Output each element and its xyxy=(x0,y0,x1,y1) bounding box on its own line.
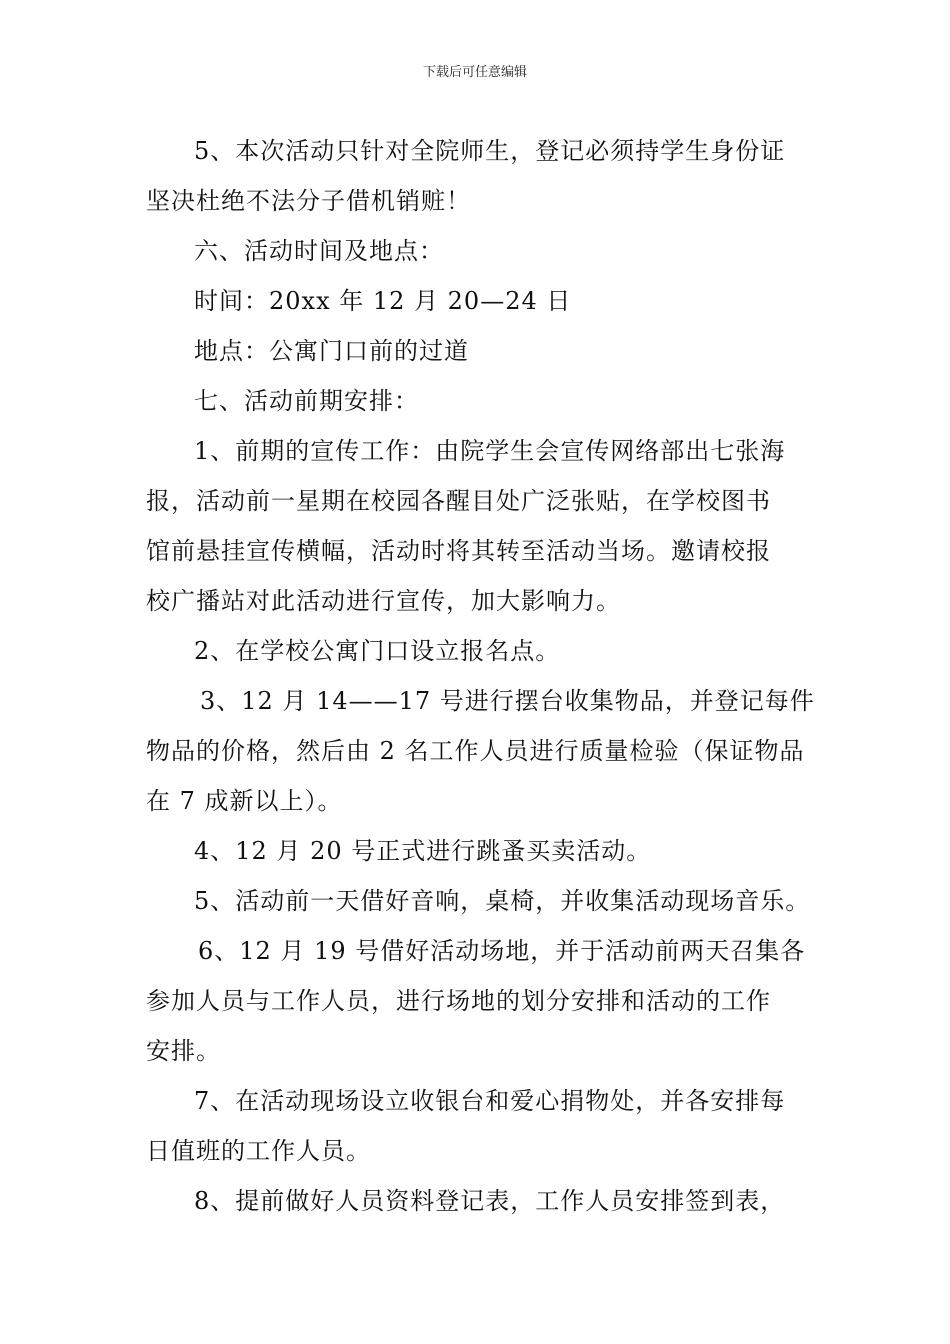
paragraph-line: 5、本次活动只针对全院师生，登记必须持学生身份证 xyxy=(194,137,786,165)
paragraph-line: 日值班的工作人员。 xyxy=(146,1137,371,1165)
paragraph-line: 5、活动前一天借好音响，桌椅，并收集活动现场音乐。 xyxy=(194,887,811,915)
paragraph-line: 在 7 成新以上）。 xyxy=(146,787,343,815)
paragraph-line: 4、12 月 20 号正式进行跳蚤买卖活动。 xyxy=(194,837,652,865)
page-header: 下载后可任意编辑 xyxy=(422,65,527,80)
paragraph-line: 3、12 月 14——17 号进行摆台收集物品，并登记每件 xyxy=(200,687,815,715)
paragraph-line: 报，活动前一星期在校园各醒目处广泛张贴，在学校图书 xyxy=(146,487,771,515)
paragraph-line: 安排。 xyxy=(146,1037,221,1065)
paragraph-line: 8、提前做好人员资料登记表，工作人员安排签到表， xyxy=(194,1187,786,1215)
paragraph-line: 7、在活动现场设立收银台和爱心捐物处，并各安排每 xyxy=(194,1087,786,1115)
paragraph-line: 时间：20xx 年 12 月 20—24 日 xyxy=(194,287,572,315)
paragraph-line: 校广播站对此活动进行宣传，加大影响力。 xyxy=(146,587,621,615)
section-heading: 六、活动时间及地点： xyxy=(194,237,444,265)
paragraph-line: 坚决杜绝不法分子借机销赃！ xyxy=(146,187,471,215)
section-heading: 七、活动前期安排： xyxy=(194,387,419,415)
paragraph-line: 参加人员与工作人员，进行场地的划分安排和活动的工作 xyxy=(146,987,771,1015)
paragraph-line: 地点：公寓门口前的过道 xyxy=(194,337,469,365)
document-body xyxy=(146,126,815,1226)
paragraph-line: 馆前悬挂宣传横幅，活动时将其转至活动当场。邀请校报 xyxy=(146,537,771,565)
paragraph-line: 6、12 月 19 号借好活动场地，并于活动前两天召集各 xyxy=(198,937,806,965)
paragraph-line: 2、在学校公寓门口设立报名点。 xyxy=(194,637,561,665)
paragraph-line: 物品的价格，然后由 2 名工作人员进行质量检验（保证物品 xyxy=(146,737,805,765)
paragraph-line: 1、前期的宣传工作：由院学生会宣传网络部出七张海 xyxy=(194,437,786,465)
